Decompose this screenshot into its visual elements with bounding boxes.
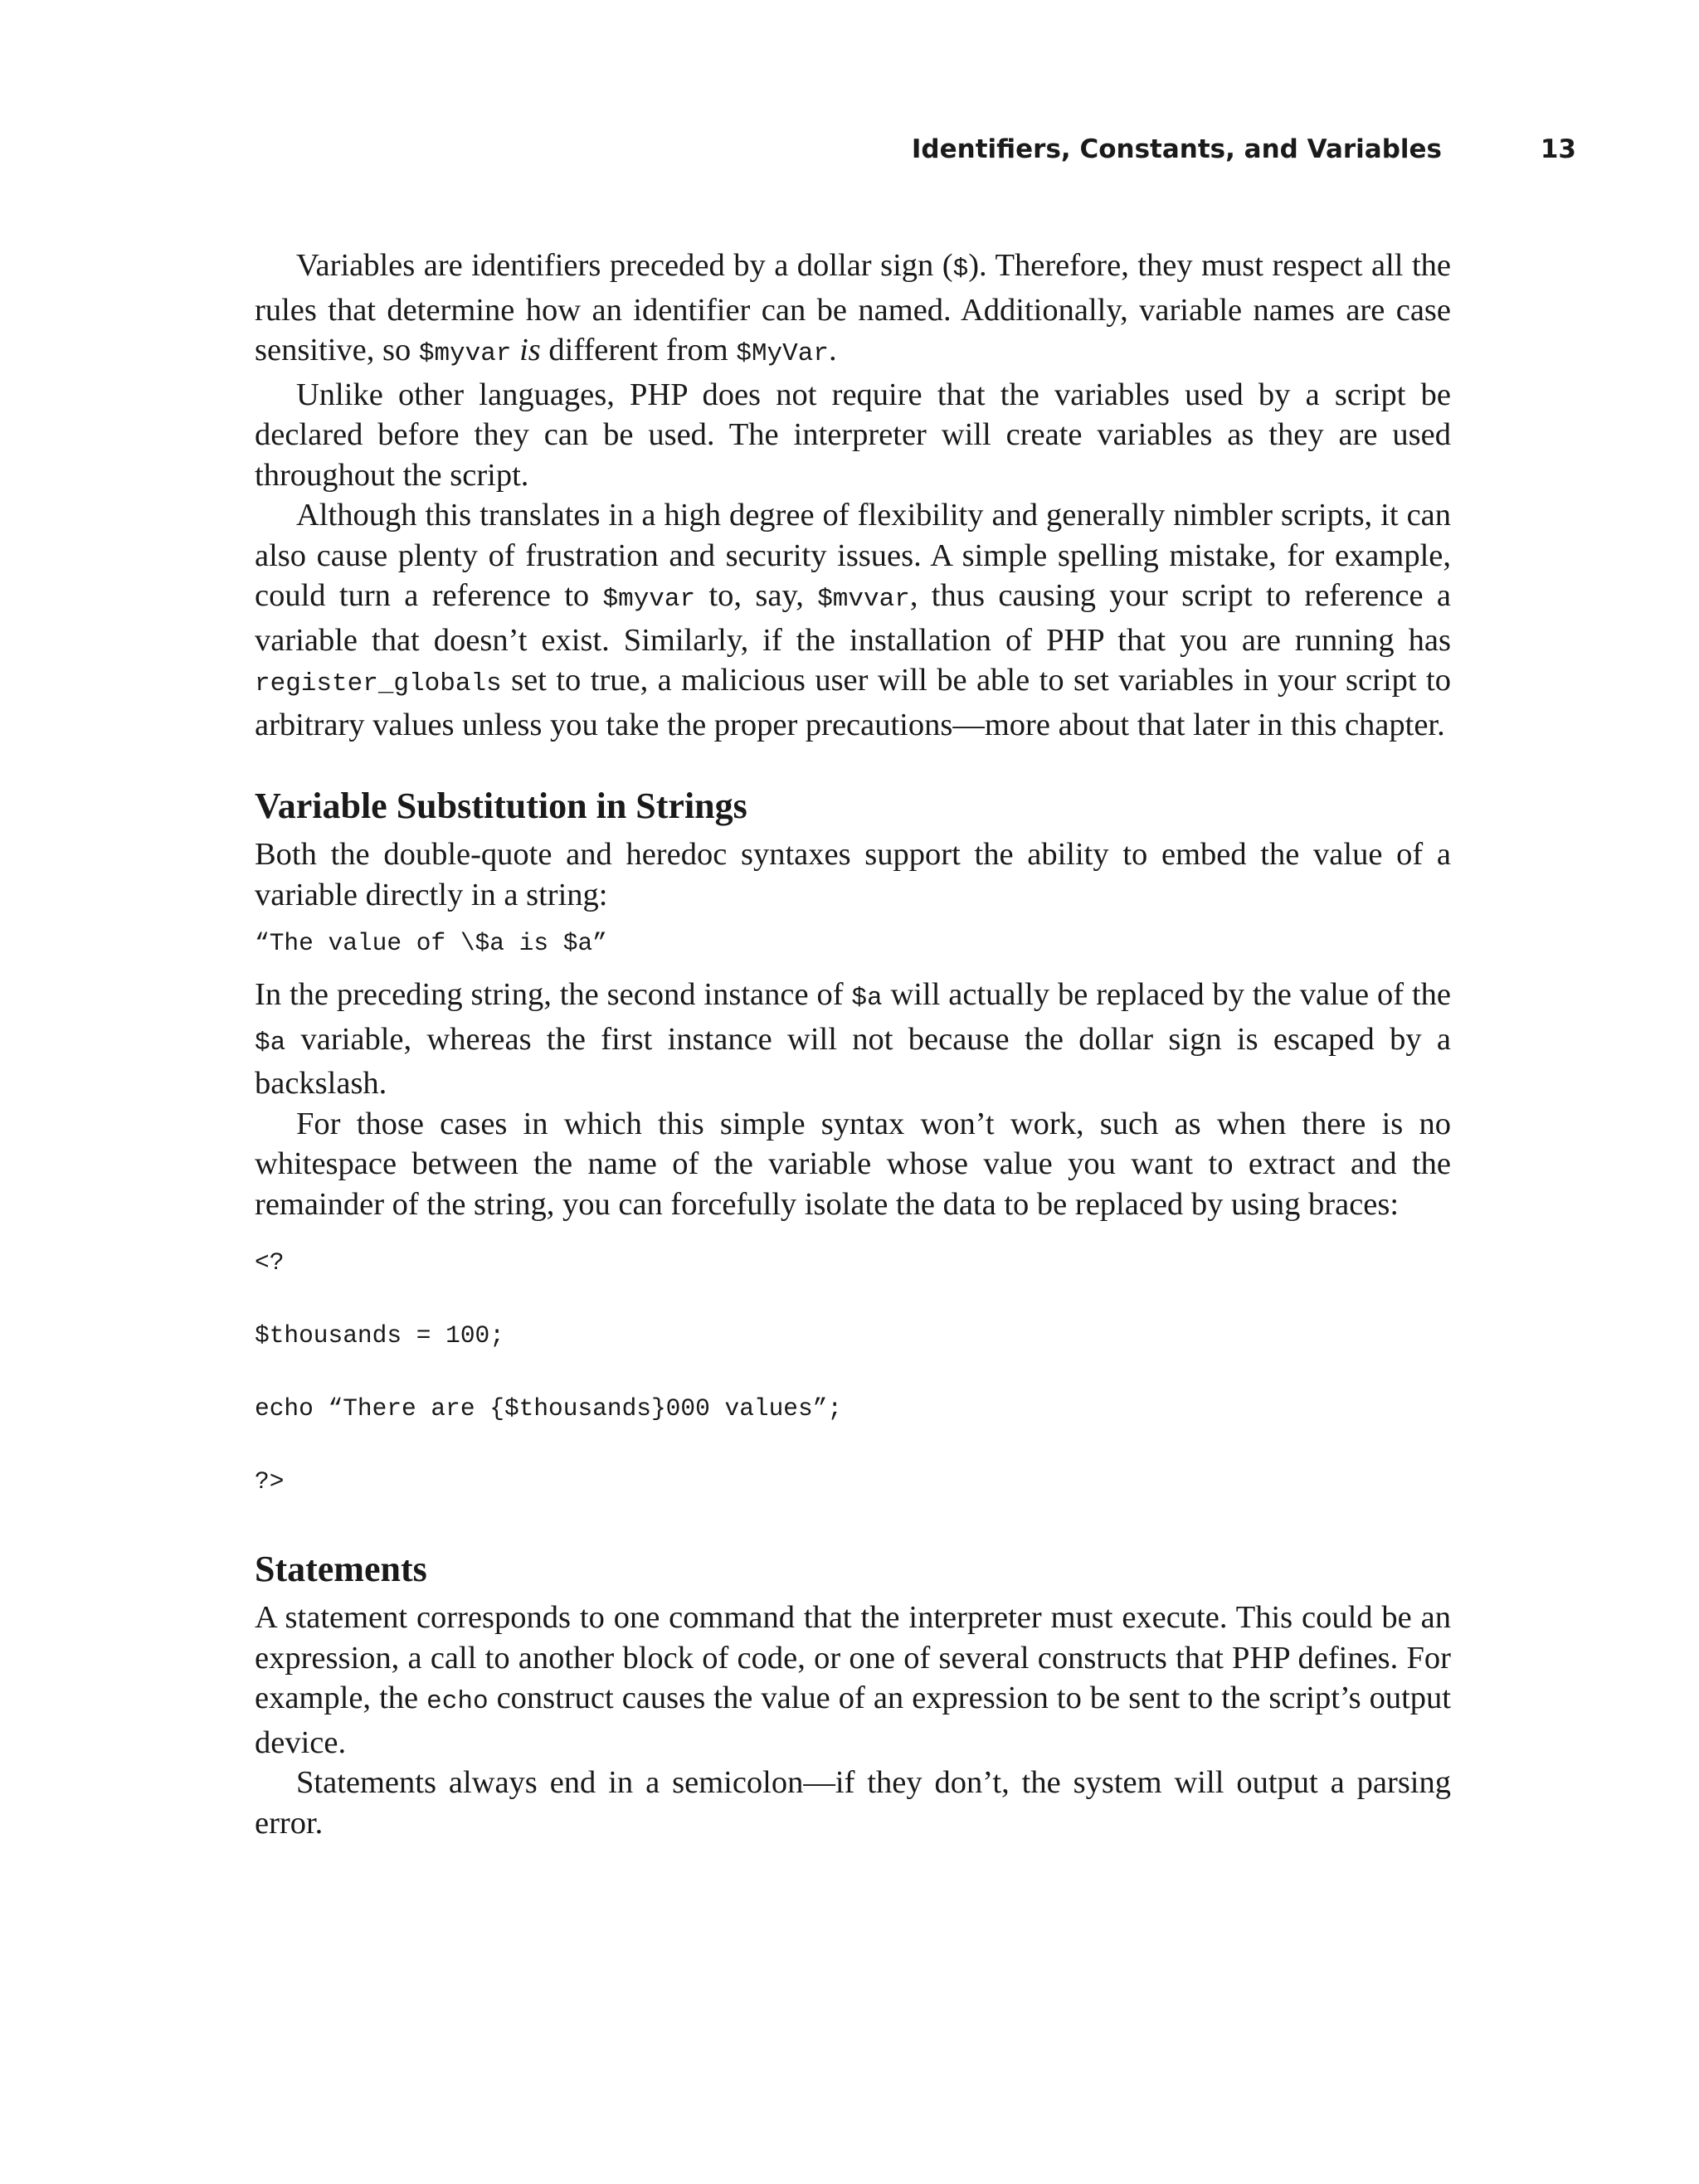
text-run: will actually be replaced by the value of the [882, 977, 1452, 1012]
inline-code: echo [426, 1687, 489, 1716]
emphasis: is [511, 333, 541, 367]
text-run: , thus causing your script to reference a variable that doesn’t exist. Similarly, if the installation of PHP that you are running has [255, 578, 1451, 658]
code-line: <? [255, 1248, 285, 1277]
paragraph-statement-definition [255, 1598, 1451, 1763]
inline-code: $myvar [602, 585, 696, 614]
section-heading-statements: Statements [255, 1549, 427, 1589]
code-line: $thousands = 100; [255, 1321, 504, 1350]
paragraph-embed-value: Both the double-quote and heredoc syntaxes support the ability to embed the value of a variable directly in a string: [255, 837, 1451, 912]
paragraph-flexibility [255, 495, 1451, 745]
code-line: “The value of \$a is $a” [255, 929, 607, 957]
inline-code: $ [952, 255, 969, 284]
text-run: A statement corresponds to one command that the interpreter must execute. This could be an expression, a call to another block of code, or one of several constructs that PHP defines. For example, the [255, 1600, 1451, 1715]
code-line: echo “There are {$thousands}000 values”; [255, 1394, 843, 1423]
text-run: variable, whereas the first instance will not because the dollar sign is escaped by a backslash. [255, 1021, 1451, 1101]
text-run: . [828, 333, 837, 367]
text-run: Variables are identifiers preceded by a dollar sign ( [296, 248, 953, 283]
inline-code: $mvvar [817, 585, 910, 614]
paragraph-semicolon: Statements always end in a semicolon—if they don’t, the system will output a parsing error. [255, 1765, 1451, 1841]
text-run: set to true, a malicious user will be able to set variables in your script to arbitrary values unless you take the proper precautions—more about that later in this chapter. [255, 663, 1451, 742]
section-heading-variable-substitution: Variable Substitution in Strings [255, 786, 747, 826]
running-head-title: Identifiers, Constants, and Variables [911, 134, 1442, 164]
inline-code: $MyVar [736, 339, 829, 368]
text-run: Unlike other languages, PHP does not require that the variables used by a script be declared before they can be used. The interpreter will create variables as they are used throughout the script. [255, 377, 1451, 493]
code-sample-braces [255, 1246, 1451, 1508]
text-run: construct causes the value of an expression to be sent to the script’s output device. [255, 1681, 1451, 1760]
running-head [0, 134, 1576, 174]
paragraph-preceding-string [255, 975, 1451, 1104]
page-number: 13 [1540, 134, 1576, 164]
code-sample-string [255, 927, 1451, 960]
text-run: different from [540, 333, 737, 367]
paragraph-variables-intro [255, 246, 1451, 375]
inline-code: $myvar [418, 339, 512, 368]
text-run: to, say, [695, 578, 818, 613]
inline-code: $a [255, 1028, 286, 1058]
page-body [255, 246, 1451, 1843]
inline-code: $a [851, 984, 883, 1013]
text-run: In the preceding string, the second instance of [255, 977, 852, 1012]
paragraph-no-declaration [255, 375, 1451, 496]
text-run: ). Therefore, they must respect all the rules that determine how an identifier can be named. Additionally, variable names are case sensitive, so [255, 248, 1451, 367]
code-line: ?> [255, 1467, 285, 1496]
paragraph-braces: For those cases in which this simple syntax won’t work, such as when there is no whitespace between the name of the variable whose value you want to extract and the remainder of the string, you can forcefully isolate the data to be replaced by using braces: [255, 1106, 1451, 1222]
inline-code: register_globals [255, 669, 502, 698]
text-run: Although this translates in a high degree of flexibility and generally nimbler scripts, it can also cause plenty of frustration and security issues. A simple spelling mistake, for example, could turn a reference to [255, 498, 1451, 613]
